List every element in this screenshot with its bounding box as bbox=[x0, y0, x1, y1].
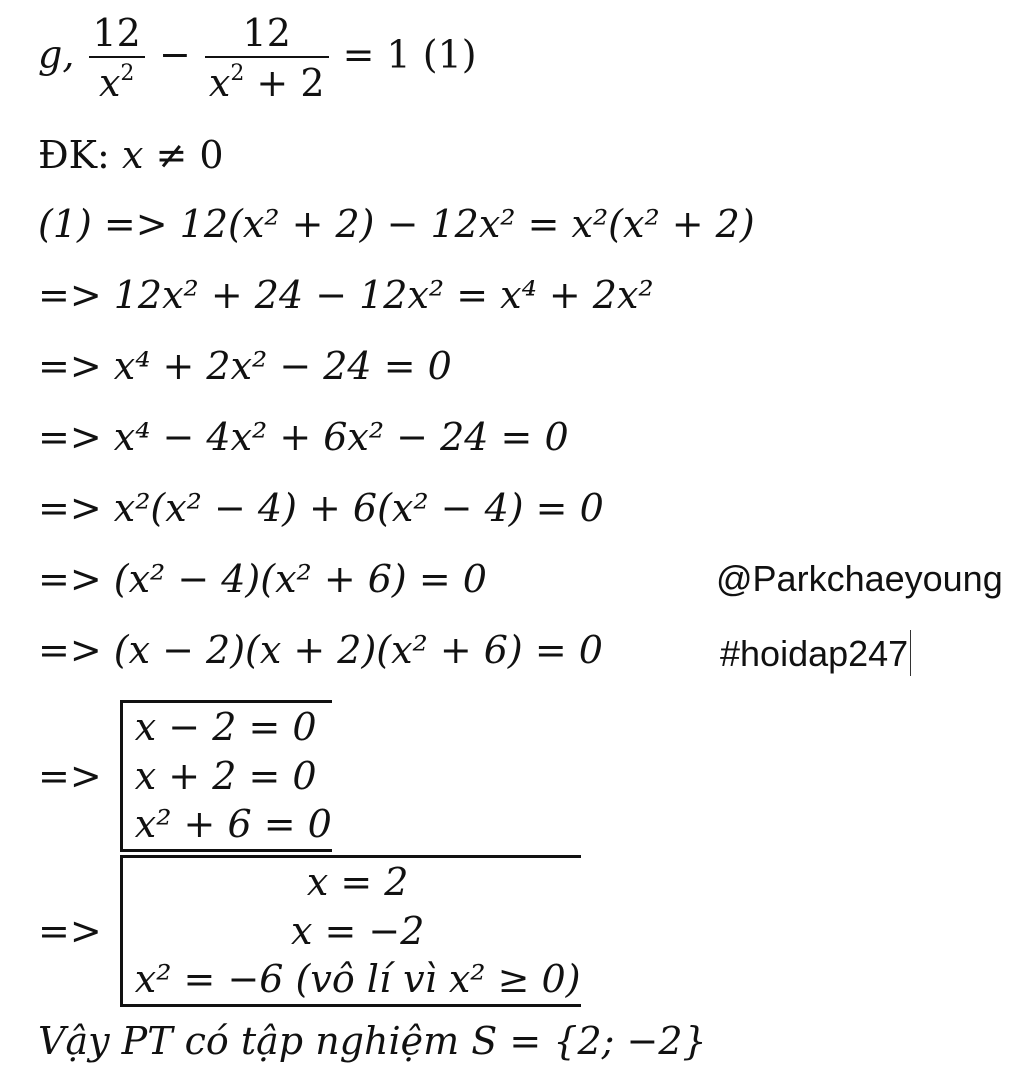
fraction-2-numerator: 12 bbox=[205, 14, 329, 58]
case-row: x = 2 bbox=[306, 860, 409, 904]
fraction-1-denominator: $x^2$ bbox=[98, 61, 135, 105]
case-bracket bbox=[120, 700, 332, 852]
condition-variable: x bbox=[121, 133, 144, 177]
implies-arrow: => bbox=[38, 753, 102, 798]
fraction-1 bbox=[89, 11, 145, 105]
tag-note bbox=[720, 630, 911, 676]
conclusion-line: Vậy PT có tập nghiệm S = {2; −2} bbox=[38, 1019, 707, 1063]
equation-line-3: (1) => 12(x² + 2) − 12x² = x²(x² + 2) bbox=[38, 202, 755, 246]
equation-rhs: = 1 (1) bbox=[342, 32, 477, 77]
implies-arrow: => bbox=[38, 908, 102, 953]
author-note: @Parkchaeyoung bbox=[716, 558, 1003, 599]
case-row: x + 2 = 0 bbox=[134, 753, 317, 798]
condition-prefix: ĐK: bbox=[38, 133, 122, 177]
case-row: x = −2 bbox=[290, 908, 425, 953]
text-cursor bbox=[910, 630, 911, 676]
condition-line bbox=[38, 133, 224, 177]
equation-line-1 bbox=[38, 11, 477, 105]
condition-value: ≠ 0 bbox=[143, 133, 224, 177]
equation-line-9: => (x − 2)(x + 2)(x² + 6) = 0 bbox=[38, 628, 603, 672]
case-row: x − 2 = 0 bbox=[134, 705, 317, 749]
equation-line-7: => x²(x² − 4) + 6(x² − 4) = 0 bbox=[38, 486, 604, 530]
equation-line-4: => 12x² + 24 − 12x² = x⁴ + 2x² bbox=[38, 273, 654, 317]
equation-line-11 bbox=[38, 855, 581, 1007]
minus-sign: − bbox=[158, 32, 191, 77]
fraction-2-denominator: $x^2 + 2$ bbox=[208, 61, 325, 105]
tag-text: #hoidap247 bbox=[720, 633, 909, 674]
fraction-2 bbox=[205, 11, 329, 105]
fraction-1-numerator: 12 bbox=[89, 14, 145, 58]
equation-line-8: => (x² − 4)(x² + 6) = 0 bbox=[38, 557, 487, 601]
part-label: g, bbox=[38, 32, 75, 77]
case-row: x² = −6 (vô lí vì x² ≥ 0) bbox=[134, 957, 581, 1002]
case-row: x² + 6 = 0 bbox=[134, 802, 332, 847]
equation-line-10 bbox=[38, 700, 332, 852]
case-bracket bbox=[120, 855, 581, 1007]
equation-line-5: => x⁴ + 2x² − 24 = 0 bbox=[38, 344, 452, 388]
equation-line-6: => x⁴ − 4x² + 6x² − 24 = 0 bbox=[38, 415, 569, 459]
